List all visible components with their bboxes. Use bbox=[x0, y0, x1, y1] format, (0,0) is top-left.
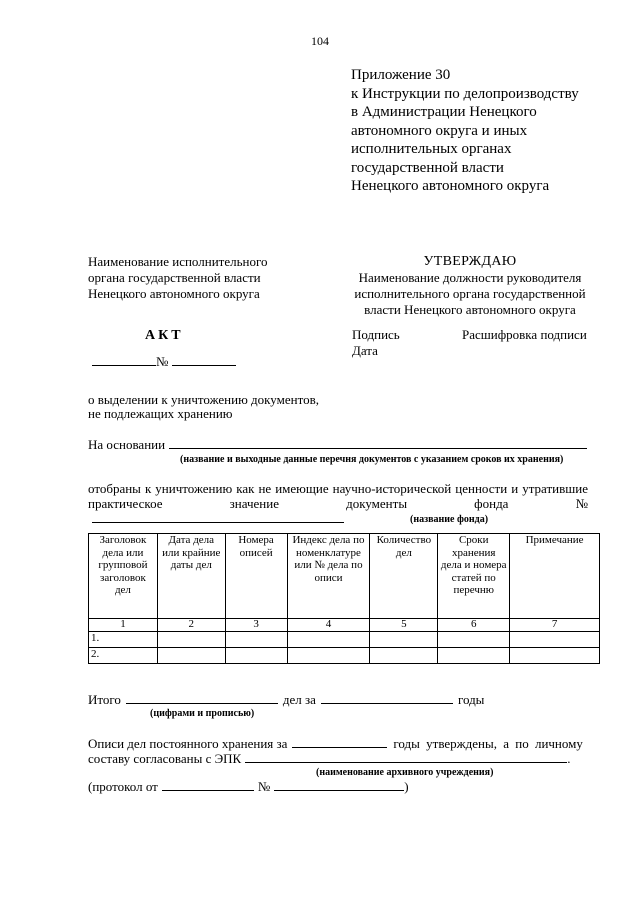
table-cell[interactable] bbox=[370, 648, 438, 664]
column-number: 7 bbox=[510, 619, 600, 632]
act-title: АКТ bbox=[145, 328, 184, 343]
total-label: Итого bbox=[88, 692, 121, 707]
appendix-line: автономного округа и иных bbox=[351, 122, 528, 139]
table-cell[interactable] bbox=[225, 632, 287, 648]
org-name-line: Ненецкого автономного округа bbox=[88, 286, 260, 301]
act-number-blank[interactable] bbox=[172, 354, 236, 366]
table-cell[interactable] bbox=[510, 632, 600, 648]
protocol-number-sign: № bbox=[257, 779, 271, 794]
table-cell[interactable] bbox=[225, 648, 287, 664]
table-row bbox=[89, 648, 600, 664]
inventories-paragraph bbox=[88, 736, 588, 778]
total-caption: (цифрами и прописью) bbox=[150, 708, 255, 719]
protocol-line bbox=[88, 779, 409, 795]
basis-line bbox=[88, 437, 588, 465]
column-header: Индекс дела по номенклатуре или № дела по описи bbox=[287, 534, 370, 619]
appendix-line: государственной власти bbox=[351, 159, 504, 176]
column-number: 3 bbox=[225, 619, 287, 632]
page-number: 104 bbox=[311, 34, 329, 48]
protocol-number-blank[interactable] bbox=[274, 779, 404, 791]
archive-caption: (наименование архивного учреждения) bbox=[316, 767, 494, 778]
column-number: 1 bbox=[89, 619, 158, 632]
approval-line: Наименование должности руководителя bbox=[358, 270, 582, 285]
archive-blank[interactable] bbox=[245, 751, 567, 763]
approval-line: власти Ненецкого автономного округа bbox=[364, 302, 576, 317]
column-number: 4 bbox=[287, 619, 370, 632]
appendix-block bbox=[351, 66, 621, 196]
signature-block bbox=[352, 327, 400, 359]
column-header: Дата дела или крайние даты дел bbox=[157, 534, 225, 619]
basis-caption: (название и выходные данные перечня документов с указанием сроков их хранения) bbox=[180, 454, 564, 465]
column-header: Заголовок дела или групповой заголовок дел bbox=[89, 534, 158, 619]
approval-line: исполнительного органа государственной bbox=[354, 286, 586, 301]
selected-text: отобраны к уничтожению как не имеющие научно-исторической ценности и утратившие практическое значение документы фонда № bbox=[88, 481, 588, 511]
approval-title: УТВЕРЖДАЮ bbox=[423, 254, 517, 269]
act-date-blank[interactable] bbox=[92, 354, 156, 366]
appendix-line: к Инструкции по делопроизводству bbox=[351, 85, 579, 102]
inventories-start: Описи дел постоянного хранения за bbox=[88, 736, 288, 751]
table-cell[interactable] bbox=[157, 632, 225, 648]
column-header: Примечание bbox=[510, 534, 600, 619]
column-number: 5 bbox=[370, 619, 438, 632]
total-line bbox=[88, 692, 485, 719]
table-header-row bbox=[89, 534, 600, 619]
selected-paragraph bbox=[88, 481, 588, 526]
protocol-start: (протокол от bbox=[88, 779, 158, 794]
appendix-line: Ненецкого автономного округа bbox=[351, 178, 550, 194]
act-number-sign: № bbox=[156, 354, 169, 369]
subject-line: не подлежащих хранению bbox=[88, 406, 233, 421]
fund-caption: (название фонда) bbox=[410, 514, 489, 525]
inventories-years-blank[interactable] bbox=[292, 736, 387, 748]
inventories-line2: составу согласованы с ЭПК bbox=[88, 751, 242, 766]
subject-line: о выделении к уничтожению документов, bbox=[88, 392, 319, 407]
basis-blank[interactable] bbox=[169, 437, 587, 449]
org-name-block bbox=[88, 254, 308, 302]
column-header: Сроки хранения дела и номера статей по перечню bbox=[438, 534, 510, 619]
inventories-period: . bbox=[567, 751, 571, 766]
signature-label: Подпись bbox=[352, 327, 400, 342]
total-count-blank[interactable] bbox=[126, 692, 278, 704]
fund-name-blank[interactable] bbox=[92, 511, 344, 523]
date-label: Дата bbox=[352, 343, 378, 358]
protocol-date-blank[interactable] bbox=[162, 779, 254, 791]
column-number: 6 bbox=[438, 619, 510, 632]
protocol-end: ) bbox=[404, 779, 409, 794]
table-cell[interactable] bbox=[287, 648, 370, 664]
row-number[interactable]: 2. bbox=[89, 648, 158, 664]
documents-table bbox=[88, 533, 600, 664]
table-cell[interactable] bbox=[438, 632, 510, 648]
table-cell[interactable] bbox=[287, 632, 370, 648]
appendix-line: исполнительных органах bbox=[351, 141, 512, 157]
inventories-mid: годы утверждены, а по личному bbox=[393, 736, 583, 751]
table-cell[interactable] bbox=[438, 648, 510, 664]
signature-decode-label: Расшифровка подписи bbox=[462, 327, 587, 342]
approval-block bbox=[340, 254, 600, 318]
act-subject bbox=[88, 393, 319, 421]
total-end: годы bbox=[457, 692, 485, 707]
basis-label: На основании bbox=[88, 437, 166, 452]
column-number-row bbox=[89, 619, 600, 632]
appendix-line: Приложение 30 bbox=[351, 67, 451, 83]
appendix-line: в Администрации Ненецкого bbox=[351, 104, 537, 120]
column-header: Количество дел bbox=[370, 534, 438, 619]
table-row bbox=[89, 632, 600, 648]
row-number[interactable]: 1. bbox=[89, 632, 158, 648]
column-number: 2 bbox=[157, 619, 225, 632]
act-number-line bbox=[92, 354, 236, 370]
org-name-line: Наименование исполнительного bbox=[88, 254, 268, 269]
column-header: Номера описей bbox=[225, 534, 287, 619]
total-years-blank[interactable] bbox=[321, 692, 453, 704]
table-cell[interactable] bbox=[510, 648, 600, 664]
org-name-line: органа государственной власти bbox=[88, 270, 261, 285]
table-cell[interactable] bbox=[157, 648, 225, 664]
table-cell[interactable] bbox=[370, 632, 438, 648]
total-mid: дел за bbox=[282, 692, 316, 707]
